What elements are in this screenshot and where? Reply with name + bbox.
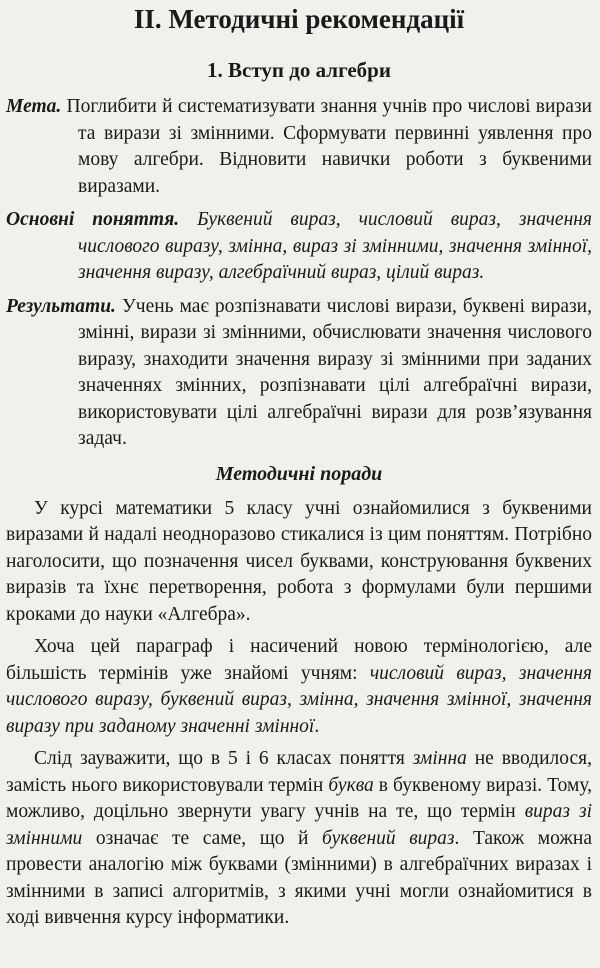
goal-label: Мета. (6, 96, 62, 117)
p3-italic-4: буквений вираз (322, 827, 455, 849)
p3-text-5: . Також можна провести аналогію між буквами (змінними) в алгебраїчних виразах і змінними в записі алгоритмів, з якими учні могли ознайомитися в ході вивчення курсу інформатики. (6, 827, 592, 928)
p3-text-4: означає те саме, що й (82, 827, 323, 849)
lesson-title: 1. Вступ до алгебри (207, 58, 391, 82)
results-label: Результати. (6, 295, 116, 317)
p3-italic-2: буква (328, 774, 374, 796)
advice-heading: Методичні поради (215, 462, 383, 485)
results-block (6, 294, 592, 453)
paragraph-1: У курсі математики 5 класу учні ознайомилися з буквеними виразами й надалі неодноразово стикалися із цим поняттям. Потрібно наголосити, що позначення чисел буквами, конструювання буквених виразів та їхнє перетворення, робота з формулами були першими кроками до науки «Алгебра». (6, 497, 592, 625)
results-text: Учень має розпізнавати числові вирази, буквені вирази, змінні, вирази зі змінними, обчислювати значення числового виразу, знаходити значення виразу зі змінними при заданих значеннях змінних, розпізнавати цілі алгебраїчні вирази, використовувати цілі алгебраїчні вирази для розв’язування задач. (78, 295, 592, 449)
paragraph-2 (6, 634, 592, 740)
p3-text-1: Слід зауважити, що в 5 і 6 класах поняття (34, 748, 413, 769)
concepts-block (6, 207, 592, 287)
p3-text-2: не вводилося, замість нього використовували термін (6, 748, 592, 796)
concepts-text: Буквений вираз, числовий вираз, значення числового виразу, змінна, вираз зі змінними, значення змінної, значення виразу, алгебраїчний вираз, цілий вираз. (78, 209, 592, 283)
concepts-label: Основні поняття. (6, 209, 180, 230)
goal-text: Поглибити й систематизувати знання учнів про числові вирази та вирази зі змінними. Сформувати первинні уявлення про мову алгебри. Відновити навички роботи з буквеними виразами. (66, 96, 592, 197)
p3-text-3: в буквеному виразі. Тому, можливо, доцільно звернути увагу учнів на те, що термін (6, 774, 592, 822)
goal-block (6, 94, 592, 200)
section-title: II. Методичні рекомендації (133, 4, 465, 34)
p2-text-1: Хоча цей параграф і насичений новою термінологією, але більшість термінів уже знайомі учням: (6, 636, 592, 684)
paragraph-3 (6, 746, 592, 932)
p3-italic-1: змінна (412, 748, 467, 769)
p2-italic-terms: числовий вираз, значення числового виразу, буквений вираз, змінна, значення змінної, значення виразу при заданому значенні змінної (6, 662, 592, 737)
p2-text-2: . (314, 715, 320, 737)
p3-italic-3: вираз зі змінними (6, 801, 592, 849)
